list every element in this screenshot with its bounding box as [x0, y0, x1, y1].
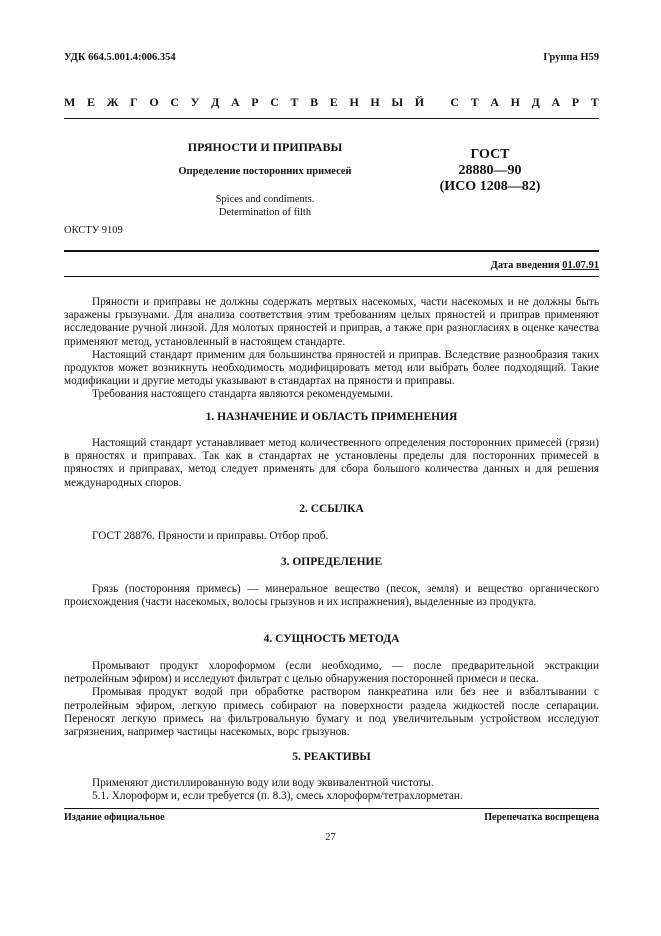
- paragraph: Применяют дистиллированную воду или воду эквивалентной чистоты.: [92, 777, 434, 789]
- intro-date-label: Дата введения: [490, 260, 560, 271]
- title-block: [130, 140, 400, 219]
- intro-divider: [64, 276, 599, 277]
- banner-letter: Т: [290, 95, 299, 109]
- banner-letter: Д: [211, 95, 220, 109]
- banner-letter: Н: [370, 95, 380, 109]
- footer-divider: [64, 808, 599, 809]
- paragraph: Пряности и приправы не должны содержать мертвых насекомых, части насекомых и не должны быть заражены грызунами. Для анализа соответствия этим требованиям целых пряностей и приправ применяют исследование ручной линзой. Для молотых пряностей и приправ, а также при разногласиях в оценке качества применяют метод, установленный в настоящем стандарте.: [64, 296, 599, 348]
- banner-letter: А: [230, 95, 240, 109]
- banner-letter: Ж: [106, 95, 119, 109]
- section-text: [64, 660, 599, 739]
- section-heading: 2. ССЫЛКА: [299, 503, 364, 515]
- section-heading: 4. СУЩНОСТЬ МЕТОДА: [263, 633, 400, 645]
- okstu-code: ОКСТУ 9109: [64, 225, 123, 236]
- gost-code: 28880—90: [458, 163, 522, 178]
- banner-letter: Р: [571, 95, 580, 109]
- banner-letter: С: [170, 95, 179, 109]
- document-subtitle: Определение посторонних примесей: [178, 166, 352, 177]
- english-title: [130, 193, 400, 219]
- official-edition-note: Издание официальное: [64, 812, 165, 823]
- banner-letter: В: [310, 95, 319, 109]
- group-code: Группа Н59: [543, 52, 599, 63]
- reprint-prohibited-note: Перепечатка воспрещена: [484, 812, 599, 823]
- banner-letter: Т: [590, 95, 599, 109]
- interstate-standard-banner: [64, 95, 599, 110]
- header-divider: [64, 118, 599, 119]
- intro-text: [64, 296, 599, 402]
- udk-code: УДК 664.5.001.4:006.354: [64, 52, 176, 63]
- paragraph: Промывая продукт водой при обработке раствором панкреатина или без нее и взбалтывании с петролейным эфиром, легкую примесь собирают на поверхности раздела жидкостей после сепарации. Переносят легкую примесь на фильтровальную бумагу и под увеличительным устройством исследуют загрязнения, например частицы насекомых, ворс грызунов.: [64, 686, 599, 739]
- banner-letter: Н: [510, 95, 520, 109]
- banner-letter: С: [450, 95, 460, 109]
- banner-letter: М: [64, 95, 76, 109]
- banner-letter: Е: [86, 95, 95, 109]
- banner-letter: Н: [349, 95, 359, 109]
- gost-number: [430, 147, 550, 195]
- english-title-line: Spices and condiments.: [215, 194, 315, 205]
- iso-code: (ИСО 1208—82): [439, 179, 541, 194]
- document-title: ПРЯНОСТИ И ПРИПРАВЫ: [187, 140, 343, 154]
- paragraph: Настоящий стандарт устанавливает метод количественного определения посторонних примесей (грязи) в пряностях и приправах. Так как в стандартах не установлены пределы для посторонних примесей в пряностях и приправах, метод следует применять для сбора большого количества данных и для решения международных споров.: [64, 437, 599, 489]
- banner-letter: У: [190, 95, 200, 109]
- paragraph: ГОСТ 28876. Пряности и приправы. Отбор проб.: [92, 530, 329, 542]
- banner-letter: Г: [130, 95, 138, 109]
- banner-letter: Д: [531, 95, 540, 109]
- gost-label: ГОСТ: [470, 147, 510, 162]
- intro-date: [491, 260, 599, 271]
- date-divider: [64, 250, 599, 252]
- page-number: 27: [325, 832, 336, 843]
- paragraph: 5.1. Хлороформ и, если требуется (п. 8.3), смесь хлороформ/тетрахлорметан.: [92, 790, 463, 803]
- section-heading: 5. РЕАКТИВЫ: [292, 751, 371, 763]
- banner-letter: Р: [251, 95, 259, 109]
- banner-letter: О: [149, 95, 159, 109]
- section-text: [64, 583, 599, 609]
- banner-letter: [436, 95, 439, 110]
- section-text: [64, 777, 599, 803]
- paragraph: Требования настоящего стандарта являются рекомендуемыми.: [92, 388, 394, 401]
- paragraph: Настоящий стандарт применим для большинства пряностей и приправ. Вследствие разнообразия таких продуктов может возникнуть необходимость модифицировать метод или выбрать более подходящий. Такие модификации и другие методы указывают в стандартах на пряности и приправы.: [64, 348, 599, 388]
- intro-date-value: 01.07.91: [562, 260, 599, 271]
- paragraph: Промывают продукт хлороформом (если необходимо, — после предварительной экстракции петролейным эфиром) и исследуют фильтрат с целью обнаружения посторонней примеси и песка.: [64, 660, 599, 686]
- banner-letter: А: [551, 95, 561, 109]
- section-heading: 3. ОПРЕДЕЛЕНИЕ: [280, 556, 383, 568]
- banner-letter: Й: [414, 95, 425, 109]
- banner-letter: Т: [470, 95, 479, 109]
- banner-letter: А: [490, 95, 499, 109]
- english-title-line: Determination of filth: [218, 207, 312, 218]
- banner-letter: С: [270, 95, 279, 109]
- paragraph: Грязь (посторонняя примесь) — минеральное вещество (песок, земля) и вещество органического происхождения (части насекомых, волосы грызунов и их испражнения), выделенные из продукта.: [64, 583, 599, 609]
- section-text: [64, 437, 599, 490]
- banner-letter: Ы: [391, 95, 404, 109]
- section-heading: 1. НАЗНАЧЕНИЕ И ОБЛАСТЬ ПРИМЕНЕНИЯ: [205, 411, 458, 423]
- banner-letter: Е: [329, 95, 338, 109]
- section-text: [64, 530, 599, 543]
